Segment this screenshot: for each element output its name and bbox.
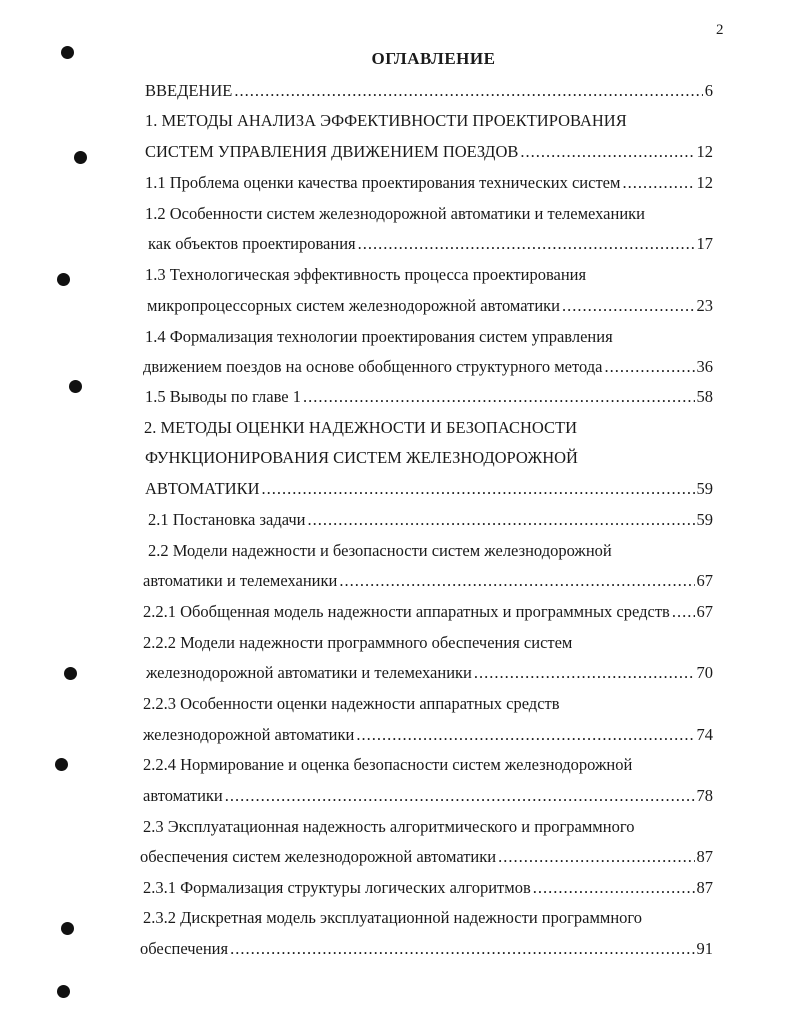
- punch-hole-icon: [57, 985, 70, 998]
- toc-entry-page: 78: [696, 786, 713, 805]
- toc-entry-title: железнодорожной автоматики: [143, 725, 355, 744]
- toc-entry-title: ФУНКЦИОНИРОВАНИЯ СИСТЕМ ЖЕЛЕЗНОДОРОЖНОЙ: [145, 448, 578, 467]
- toc-entry-title: 2.3 Эксплуатационная надежность алгоритмического и программного: [143, 817, 635, 836]
- toc-entry: [140, 847, 713, 871]
- toc-entry: [143, 755, 632, 779]
- toc-entry-title: 1.5 Выводы по главе 1: [145, 387, 301, 406]
- toc-entry-title: 2. МЕТОДЫ ОЦЕНКИ НАДЕЖНОСТИ И БЕЗОПАСНОСТИ: [144, 418, 577, 437]
- punch-hole-icon: [74, 151, 87, 164]
- toc-leader-dots: [356, 725, 694, 745]
- toc-entry-page: 74: [696, 725, 713, 744]
- toc-entry: [148, 234, 713, 258]
- toc-entry-title: АВТОМАТИКИ: [145, 479, 260, 498]
- toc-entry-page: 87: [696, 847, 713, 866]
- toc-entry-title: 2.3.1 Формализация структуры логических алгоритмов: [143, 878, 531, 897]
- toc-entry: [147, 296, 713, 320]
- toc-entry-page: 59: [696, 510, 713, 529]
- toc-entry: [145, 142, 713, 166]
- toc-entry: [143, 571, 713, 595]
- toc-leader-dots: [225, 786, 695, 806]
- toc-entry-title: ВВЕДЕНИЕ: [145, 81, 233, 100]
- toc-entry-title: как объектов проектирования: [148, 234, 356, 253]
- toc-entry: [143, 817, 634, 841]
- toc-entry: [146, 663, 713, 687]
- toc-leader-dots: [533, 878, 695, 898]
- punch-hole-icon: [61, 46, 74, 59]
- toc-entry-page: 6: [704, 81, 713, 100]
- toc-entry-title: 2.2.1 Обобщенная модель надежности аппаратных и программных средств: [143, 602, 670, 621]
- toc-leader-dots: [604, 357, 694, 377]
- table-of-contents: [0, 78, 797, 978]
- punch-hole-icon: [55, 758, 68, 771]
- toc-entry-title: движением поездов на основе обобщенного структурного метода: [143, 357, 603, 376]
- toc-leader-dots: [230, 939, 694, 959]
- toc-entry-title: СИСТЕМ УПРАВЛЕНИЯ ДВИЖЕНИЕМ ПОЕЗДОВ: [145, 142, 519, 161]
- toc-entry: [145, 479, 713, 503]
- toc-entry-page: 23: [696, 296, 713, 315]
- toc-leader-dots: [562, 296, 695, 316]
- toc-entry-title: автоматики: [143, 786, 223, 805]
- toc-entry-title: 1.1 Проблема оценки качества проектирования технических систем: [145, 173, 621, 192]
- toc-entry-title: 2.3.2 Дискретная модель эксплуатационной надежности программного: [143, 908, 643, 927]
- toc-entry-page: 58: [696, 387, 713, 406]
- toc-leader-dots: [520, 142, 694, 162]
- toc-entry-title: обеспечения систем железнодорожной автоматики: [140, 847, 497, 866]
- toc-leader-dots: [622, 173, 694, 193]
- toc-entry-page: 17: [696, 234, 713, 253]
- toc-entry-page: 70: [696, 663, 713, 682]
- toc-entry: [145, 173, 713, 197]
- toc-entry: [145, 387, 713, 411]
- toc-entry-title: 2.1 Постановка задачи: [148, 510, 306, 529]
- toc-entry-title: 1. МЕТОДЫ АНАЛИЗА ЭФФЕКТИВНОСТИ ПРОЕКТИРОВАНИЯ: [145, 111, 627, 130]
- toc-leader-dots: [303, 387, 695, 407]
- toc-entry-page: 87: [696, 878, 713, 897]
- toc-entry: [145, 265, 586, 289]
- toc-entry: [145, 327, 613, 351]
- toc-entry-page: 12: [696, 142, 713, 161]
- toc-entry: [143, 633, 572, 657]
- toc-entry: [148, 510, 713, 534]
- punch-hole-icon: [64, 667, 77, 680]
- toc-leader-dots: [474, 663, 695, 683]
- page-title: ОГЛАВЛЕНИЕ: [371, 49, 496, 68]
- toc-leader-dots: [234, 81, 702, 101]
- toc-entry: [143, 786, 713, 810]
- toc-entry: [143, 725, 713, 749]
- toc-entry-page: 67: [696, 571, 713, 590]
- toc-entry-title: 1.2 Особенности систем железнодорожной автоматики и телемеханики: [145, 204, 646, 223]
- toc-entry-title: обеспечения: [140, 939, 229, 958]
- toc-entry-page: 36: [696, 357, 713, 376]
- toc-entry: [145, 448, 578, 472]
- toc-leader-dots: [498, 847, 694, 867]
- punch-hole-icon: [61, 922, 74, 935]
- toc-entry: [145, 111, 627, 135]
- toc-entry-title: 2.2.2 Модели надежности программного обеспечения систем: [143, 633, 573, 652]
- toc-entry: [143, 694, 560, 718]
- page-number: 2: [716, 22, 724, 38]
- toc-entry-page: 91: [696, 939, 713, 958]
- toc-entry-title: 1.3 Технологическая эффективность процесса проектирования: [145, 265, 587, 284]
- punch-hole-icon: [69, 380, 82, 393]
- toc-entry-title: железнодорожной автоматики и телемеханики: [146, 663, 472, 682]
- toc-entry: [140, 939, 713, 963]
- toc-leader-dots: [262, 479, 695, 499]
- toc-entry-title: автоматики и телемеханики: [143, 571, 338, 590]
- toc-entry-page: 12: [696, 173, 713, 192]
- toc-entry: [145, 81, 713, 105]
- toc-entry-page: 67: [696, 602, 713, 621]
- toc-entry: [143, 908, 642, 932]
- toc-entry-title: 2.2 Модели надежности и безопасности систем железнодорожной: [148, 541, 612, 560]
- toc-leader-dots: [672, 602, 695, 622]
- punch-hole-icon: [57, 273, 70, 286]
- toc-entry: [145, 204, 645, 228]
- toc-entry-title: 2.2.4 Нормирование и оценка безопасности систем железнодорожной: [143, 755, 633, 774]
- toc-entry: [143, 878, 713, 902]
- toc-entry-title: 1.4 Формализация технологии проектирования систем управления: [145, 327, 613, 346]
- toc-entry-page: 59: [696, 479, 713, 498]
- toc-entry: [143, 602, 713, 626]
- toc-entry: [148, 541, 612, 565]
- toc-entry: [144, 418, 577, 442]
- toc-leader-dots: [339, 571, 694, 591]
- toc-leader-dots: [358, 234, 695, 254]
- toc-entry: [143, 357, 713, 381]
- toc-leader-dots: [308, 510, 695, 530]
- toc-entry-title: 2.2.3 Особенности оценки надежности аппаратных средств: [143, 694, 560, 713]
- toc-entry-title: микропроцессорных систем железнодорожной автоматики: [147, 296, 560, 315]
